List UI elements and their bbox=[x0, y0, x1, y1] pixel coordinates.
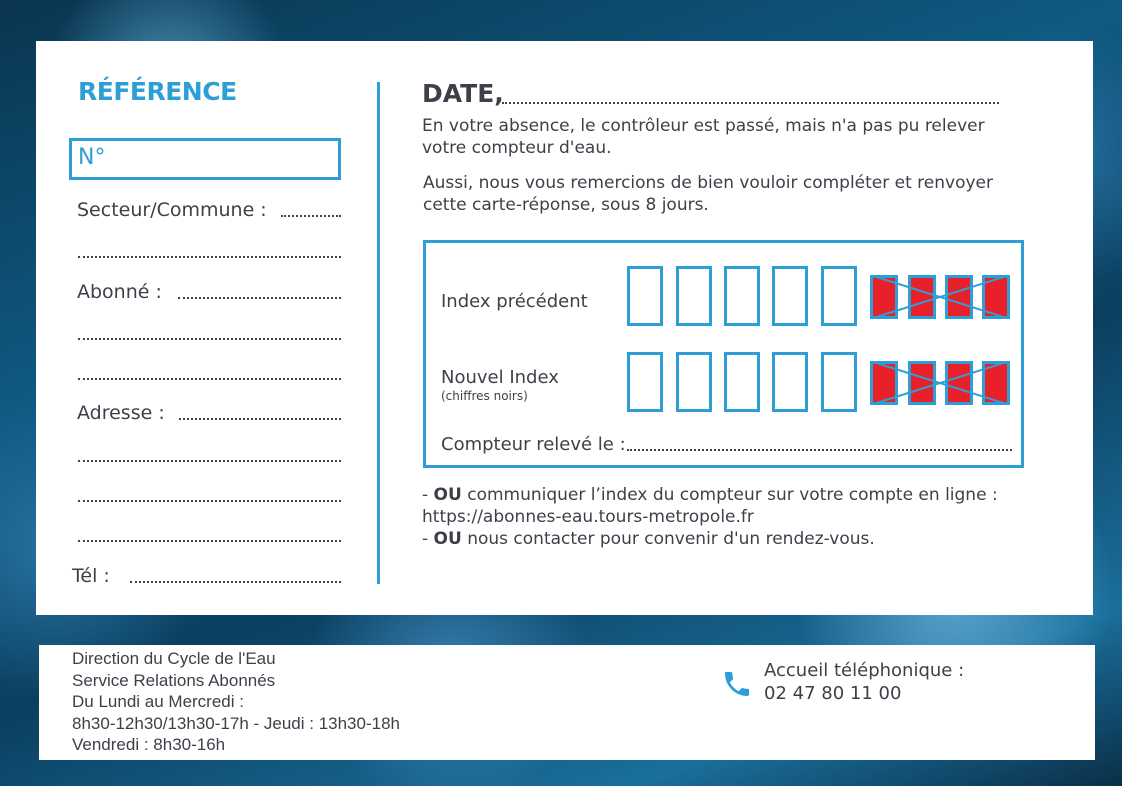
previous-index-red-digit-3 bbox=[945, 275, 973, 319]
sector-label: Secteur/Commune : bbox=[77, 199, 267, 221]
previous-index-digit-1[interactable] bbox=[627, 266, 663, 326]
request-paragraph: Aussi, nous vous remercions de bien vouloir compléter et renvoyer cette carte-réponse, sous 8 jours. bbox=[423, 173, 993, 215]
number-field[interactable] bbox=[69, 138, 341, 180]
address-field[interactable] bbox=[179, 418, 341, 420]
subscriber-label: Abonné : bbox=[77, 281, 162, 303]
sector-field-line2[interactable] bbox=[78, 256, 341, 258]
alternative-online: - OU communiquer l’index du compteur sur votre compte en ligne : bbox=[422, 485, 998, 505]
alternative-appointment: - OU nous contacter pour convenir d'un rendez-vous. bbox=[422, 529, 875, 549]
office-info bbox=[72, 648, 400, 756]
previous-index-red-digit-4 bbox=[982, 275, 1010, 319]
hours-line-3: Vendredi : 8h30-16h bbox=[72, 735, 226, 754]
new-index-digit-2[interactable] bbox=[676, 352, 712, 412]
service-name: Service Relations Abonnés bbox=[72, 670, 276, 690]
phone-label: Tél : bbox=[72, 565, 110, 587]
new-index-digit-1[interactable] bbox=[627, 352, 663, 412]
absence-paragraph: En votre absence, le contrôleur est passé, mais n'a pas pu relever votre compteur d'eau. bbox=[422, 116, 985, 158]
new-index-red-digit-4 bbox=[982, 361, 1010, 405]
new-index-red-digit-1 bbox=[870, 361, 898, 405]
date-field[interactable] bbox=[502, 102, 999, 104]
new-index-label: Nouvel Index bbox=[441, 367, 559, 388]
subscriber-field[interactable] bbox=[178, 297, 341, 299]
online-url[interactable]: https://abonnes-eau.tours-metropole.fr bbox=[422, 507, 754, 527]
footer bbox=[39, 645, 1095, 760]
hours-line-1: Du Lundi au Mercredi : bbox=[72, 692, 244, 711]
subscriber-field-line2[interactable] bbox=[78, 338, 341, 340]
address-field-line2[interactable] bbox=[78, 460, 341, 462]
new-index-red-digit-2 bbox=[908, 361, 936, 405]
previous-index-digit-4[interactable] bbox=[772, 266, 808, 326]
alternatives-block bbox=[422, 484, 1062, 550]
phone-number[interactable]: 02 47 80 11 00 bbox=[764, 683, 902, 704]
new-index-digit-5[interactable] bbox=[821, 352, 857, 412]
address-field-line3[interactable] bbox=[78, 500, 341, 502]
previous-index-red-digit-2 bbox=[908, 275, 936, 319]
phone-title: Accueil téléphonique : bbox=[764, 660, 965, 681]
new-index-digit-3[interactable] bbox=[724, 352, 760, 412]
new-index-digit-4[interactable] bbox=[772, 352, 808, 412]
sector-field[interactable] bbox=[281, 215, 341, 217]
number-label: N° bbox=[78, 145, 106, 170]
divider bbox=[377, 82, 380, 584]
date-label: DATE, bbox=[422, 79, 504, 108]
reply-card bbox=[36, 41, 1093, 615]
phone-icon bbox=[721, 667, 753, 701]
reading-date-field[interactable] bbox=[627, 449, 1012, 451]
previous-index-digit-2[interactable] bbox=[676, 266, 712, 326]
subscriber-field-line3[interactable] bbox=[78, 378, 341, 380]
reading-date-label: Compteur relevé le : bbox=[441, 434, 626, 455]
office-name: Direction du Cycle de l'Eau bbox=[72, 649, 276, 668]
new-index-red-digit-3 bbox=[945, 361, 973, 405]
meter-index-box bbox=[423, 240, 1024, 468]
phone-contact bbox=[764, 659, 964, 705]
hours-line-2: 8h30-12h30/13h30-17h - Jeudi : 13h30-18h bbox=[72, 713, 400, 733]
previous-index-digit-3[interactable] bbox=[724, 266, 760, 326]
address-label: Adresse : bbox=[77, 402, 165, 424]
reference-title: RÉFÉRENCE bbox=[78, 77, 237, 106]
previous-index-red-digit-1 bbox=[870, 275, 898, 319]
new-index-sublabel: (chiffres noirs) bbox=[441, 389, 528, 403]
address-field-line4[interactable] bbox=[78, 540, 341, 542]
phone-field[interactable] bbox=[130, 581, 341, 583]
previous-index-label: Index précédent bbox=[441, 291, 588, 312]
previous-index-digit-5[interactable] bbox=[821, 266, 857, 326]
